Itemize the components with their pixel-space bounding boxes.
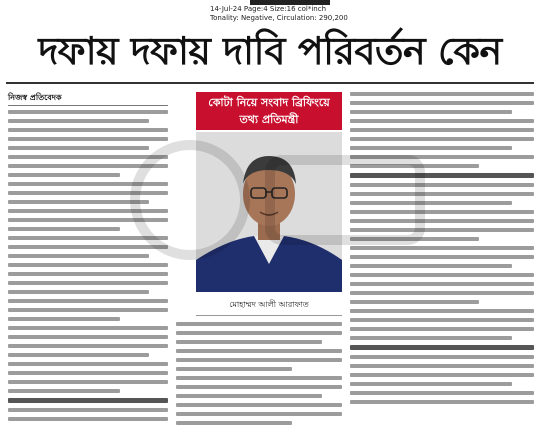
text-line <box>350 119 534 123</box>
text-line <box>8 380 168 384</box>
text-line <box>176 376 342 380</box>
article-text-center <box>176 322 342 425</box>
article-text-left <box>8 110 168 421</box>
text-line <box>8 236 168 240</box>
text-line <box>350 92 534 96</box>
text-line <box>8 290 149 294</box>
text-line <box>8 408 168 412</box>
text-line <box>350 309 534 313</box>
text-line <box>350 183 534 187</box>
text-line <box>8 227 120 231</box>
text-line <box>350 128 534 132</box>
text-line <box>350 273 534 277</box>
text-line <box>8 173 120 177</box>
text-line <box>176 421 292 425</box>
text-line <box>350 355 534 359</box>
subhead-line <box>350 173 534 178</box>
byline: নিজস্ব প্রতিবেদক <box>8 92 168 106</box>
text-line <box>350 282 534 286</box>
text-line <box>176 385 342 389</box>
topic-tag <box>196 92 342 130</box>
text-line <box>8 191 168 195</box>
article-column-left <box>8 92 168 440</box>
text-line <box>350 164 479 168</box>
text-line <box>8 155 168 159</box>
text-line <box>350 400 534 404</box>
text-line <box>350 291 534 295</box>
text-line <box>8 146 149 150</box>
text-line <box>350 327 534 331</box>
text-line <box>176 403 342 407</box>
article-column-right <box>350 92 534 440</box>
text-line <box>176 349 342 353</box>
text-line <box>176 367 292 371</box>
text-line <box>350 300 479 304</box>
text-line <box>8 209 168 213</box>
photo-caption: মোহাম্মদ আলী আরাফাত <box>196 294 342 316</box>
text-line <box>8 110 168 114</box>
clipping-metadata-date-size: 14-Jul-24 Page:4 Size:16 col*inch <box>210 5 327 13</box>
text-line <box>350 264 512 268</box>
text-line <box>350 137 534 141</box>
text-line <box>350 155 534 159</box>
text-line <box>350 201 512 205</box>
text-line <box>176 394 322 398</box>
text-line <box>8 245 168 249</box>
text-line <box>8 371 168 375</box>
clipping-metadata <box>210 5 410 23</box>
text-line <box>8 137 168 141</box>
text-line <box>8 119 149 123</box>
text-line <box>8 281 168 285</box>
text-line <box>8 362 168 366</box>
text-line <box>8 182 168 186</box>
text-line <box>8 128 168 132</box>
portrait-illustration <box>196 132 342 292</box>
text-line <box>8 299 168 303</box>
article-column-center <box>176 322 342 440</box>
text-line <box>8 164 168 168</box>
text-line <box>350 228 534 232</box>
topic-tag-line-2: তথ্য প্রতিমন্ত্রী <box>239 113 299 126</box>
text-line <box>176 412 342 416</box>
text-line <box>8 398 168 403</box>
text-line <box>350 391 534 395</box>
text-line <box>350 318 534 322</box>
text-line <box>176 331 342 335</box>
text-line <box>8 353 149 357</box>
text-line <box>350 219 534 223</box>
text-line <box>350 364 534 368</box>
text-line <box>8 218 168 222</box>
clipping-metadata-tonality: Tonality: Negative, Circulation: 290,200 <box>210 14 348 22</box>
headline-divider <box>6 82 534 84</box>
text-line <box>350 210 534 214</box>
text-line <box>8 308 168 312</box>
text-line <box>8 326 168 330</box>
portrait-photo <box>196 132 342 292</box>
text-line <box>176 358 342 362</box>
text-line <box>8 200 149 204</box>
text-line <box>350 336 512 340</box>
text-line <box>8 317 120 321</box>
text-line <box>350 192 534 196</box>
text-line <box>8 344 168 348</box>
text-line <box>350 255 534 259</box>
text-line <box>8 389 120 393</box>
text-line <box>350 382 512 386</box>
text-line <box>350 110 512 114</box>
article-text-right <box>350 92 534 404</box>
text-line <box>350 146 512 150</box>
page-title: দফায় দফায় দাবি পরিবর্তন কেন <box>38 29 502 73</box>
text-line <box>350 101 534 105</box>
text-line <box>8 272 168 276</box>
text-line <box>8 254 149 258</box>
topic-tag-line-1: কোটা নিয়ে সংবাদ ব্রিফিংয়ে <box>208 96 330 109</box>
text-line <box>8 335 168 339</box>
text-line <box>350 373 534 377</box>
text-line <box>350 246 534 250</box>
text-line <box>8 263 168 267</box>
text-line <box>350 237 479 241</box>
text-line <box>176 340 322 344</box>
subhead-line <box>350 345 534 350</box>
text-line <box>176 322 342 326</box>
text-line <box>8 417 168 421</box>
